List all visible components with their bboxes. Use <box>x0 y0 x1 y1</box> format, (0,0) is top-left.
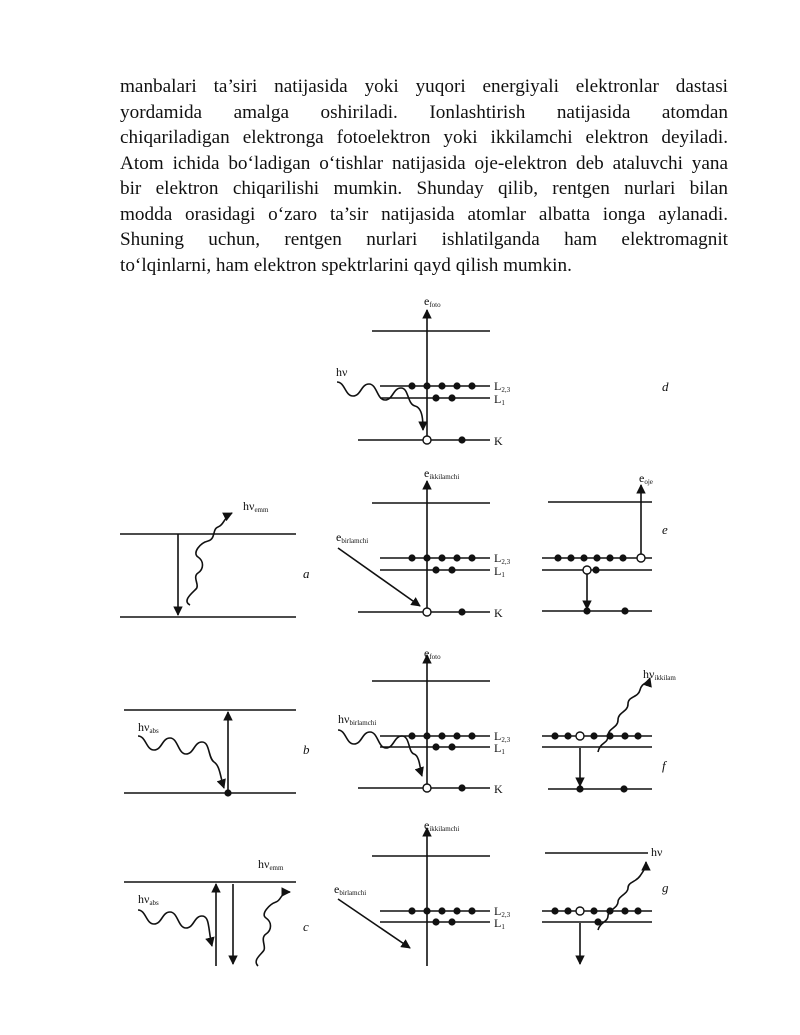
text-line: manbalari ta’siri natijasida yoki yuqori energiyali elektronlar dastasi <box>120 76 728 97</box>
label-L23: L2,3 <box>494 729 511 744</box>
panel-label-c: c <box>303 919 309 934</box>
label-hv-abs: hνabs <box>138 720 159 735</box>
label-L1: L1 <box>494 741 505 756</box>
text-line: Atom ichida bo‘ladigan o‘tishlar natijasida oje-elektron deb ataluvchi yana <box>120 152 728 174</box>
panel-label-f: f <box>662 758 666 773</box>
text-line: Shuning uchun, rentgen nurlari ishlatilganda ham elektromagnit <box>120 229 728 250</box>
label-hv-ikkilam: hνikkilam <box>643 667 676 682</box>
text-line: bir elektron chiqarilishi mumkin. Shunday qilib, rentgen nurlari bilan <box>120 178 728 199</box>
panel-e-diagram <box>542 485 652 611</box>
label-hv-birlamchi: hνbirlamchi <box>338 712 377 727</box>
panel-label-d: d <box>662 379 669 394</box>
label-hv-emm-c: hνemm <box>258 857 284 872</box>
label-L23: L2,3 <box>494 551 511 566</box>
label-K: K <box>494 434 503 448</box>
panel-d-diagram <box>337 310 490 440</box>
text-line: yordamida amalga oshiriladi. Ionlashtirish natijasida atomdan <box>120 101 728 123</box>
panel-c-center-diagram <box>338 828 490 966</box>
label-e-foto: efoto <box>424 646 441 661</box>
label-e-birlamchi: ebirlamchi <box>334 882 367 897</box>
label-L1: L1 <box>494 392 505 407</box>
label-K: K <box>494 782 503 796</box>
label-e-ikkilamchi: eikkilamchi <box>424 818 460 833</box>
panel-a-diagram <box>120 513 296 617</box>
label-e-oje: eoje <box>639 471 653 486</box>
label-hv-emm: hνemm <box>243 499 269 514</box>
label-hv-g: hν <box>651 845 663 859</box>
panel-middle-center-diagram <box>338 481 490 612</box>
text-line: to‘lqinlarni, ham elektron spektrlarini qayd qilish mumkin. <box>120 254 572 276</box>
label-hv-abs-c: hνabs <box>138 892 159 907</box>
label-L1: L1 <box>494 564 505 579</box>
panel-b-diagram <box>124 710 296 793</box>
panel-label-e: e <box>662 522 668 537</box>
panel-label-g: g <box>662 880 669 895</box>
text-line: chiqariladigan elektronga fotoelektron yoki ikkilamchi elektron deyiladi. <box>120 127 728 148</box>
label-hv: hν <box>336 365 348 379</box>
label-K: K <box>494 606 503 620</box>
text-line: modda orasidagi o‘zaro ta’sir natijasida atomlar albatta ionga aylanadi. <box>120 203 728 225</box>
panel-label-b: b <box>303 742 310 757</box>
vacancy-holes <box>423 436 645 915</box>
panel-c-diagram <box>124 882 296 966</box>
label-e-ikkilamchi: eikkilamchi <box>424 466 460 481</box>
label-L1: L1 <box>494 916 505 931</box>
label-L23: L2,3 <box>494 904 511 919</box>
label-L23: L2,3 <box>494 379 511 394</box>
label-e-birlamchi: ebirlamchi <box>336 530 369 545</box>
panel-label-a: a <box>303 566 310 581</box>
label-e-foto: efoto <box>424 294 441 309</box>
